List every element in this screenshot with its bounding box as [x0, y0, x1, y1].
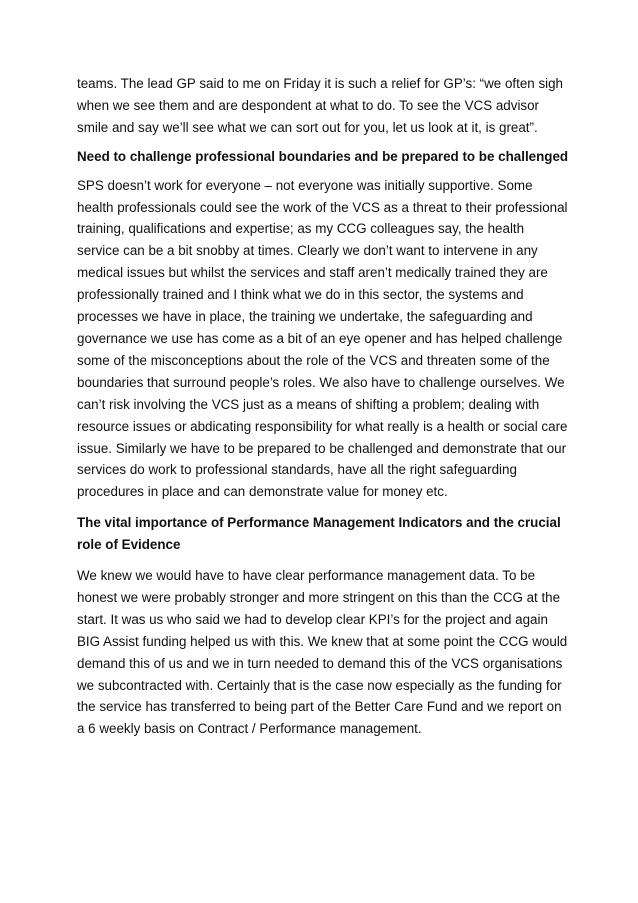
- body-paragraph: We knew we would have to have clear performance management data. To be honest we were probably stronger and more stringent on this than the CCG at the start. It was us who said we had to develop clear KPI’s for the project and again BIG Assist funding helped us with this. We knew that at some point the CCG would demand this of us and we in turn needed to demand this of the VCS organisations we subcontracted with. Certainly that is the case now especially as the funding for the service has transferred to being part of the Better Care Fund and we report on a 6 weekly basis on Contract / Performance management.: [77, 568, 568, 737]
- body-paragraph: teams. The lead GP said to me on Friday it is such a relief for GP’s: “we often sigh when we see them and are despondent at what to do. To see the VCS advisor smile and say we’ll see what we can sort out for you, let us look at it, is great”.: [77, 76, 564, 135]
- section-heading: The vital importance of Performance Management Indicators and the crucial role of Evidence: [77, 515, 561, 553]
- body-paragraph: SPS doesn’t work for everyone – not everyone was initially supportive. Some health professionals could see the work of the VCS as a threat to their professional training, qualifications and expertise; as my CCG colleagues say, the health service can be a bit snobby at times. Clearly we don’t want to intervene in any medical issues but whilst the services and staff aren’t medically trained they are professionally trained and I think what we do in this sector, the systems and processes we have in place, the training we undertake, the safeguarding and governance we use has come as a bit of an eye opener and has helped challenge some of the misconceptions about the role of the VCS and threaten some of the boundaries that surround people’s roles. We also have to challenge ourselves. We can’t risk involving the VCS just as a means of shifting a problem; dealing with resource issues or abdicating responsibility for what really is a health or social care issue. Similarly we have to be prepared to be challenged and demonstrate that our services do work to professional standards, have all the right safeguarding procedures in place and can demonstrate value for money etc.: [77, 177, 568, 500]
- document-page: [77, 73, 569, 740]
- section-heading: Need to challenge professional boundaries and be prepared to be challenged: [77, 148, 569, 164]
